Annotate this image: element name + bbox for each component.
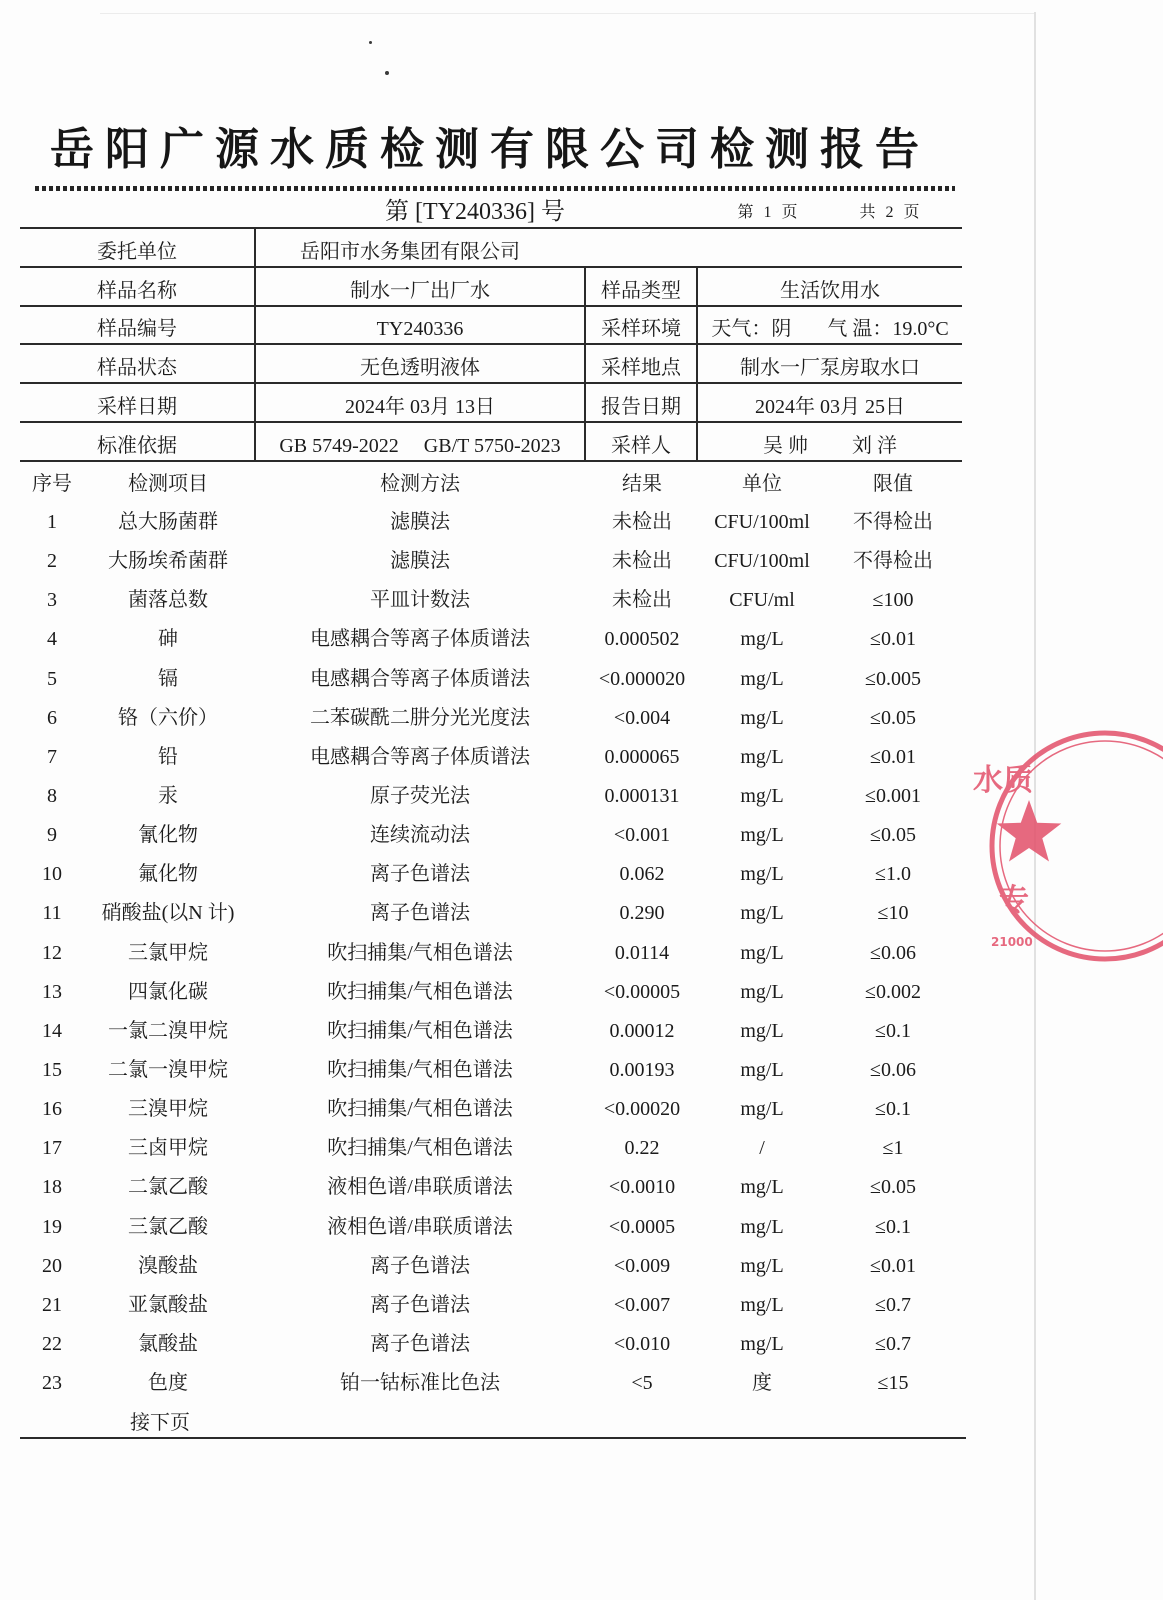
test-unit: mg/L: [740, 785, 784, 807]
test-unit: mg/L: [740, 1176, 784, 1199]
sampler-value: [698, 433, 962, 459]
sampler-name: 吴 帅: [763, 435, 808, 457]
test-method: 吹扫捕集/气相色谱法: [327, 980, 513, 1003]
row-number: 10: [42, 863, 62, 886]
limit-value: ≤0.1: [875, 1215, 911, 1238]
test-method: 连续流动法: [370, 824, 470, 847]
test-method: 滤膜法: [390, 550, 450, 573]
test-item: 色度: [148, 1372, 188, 1395]
limit-value: ≤1.0: [875, 863, 911, 886]
info-table-line: [20, 305, 962, 307]
row-number: 22: [42, 1332, 62, 1355]
test-method: 吹扫捕集/气相色谱法: [327, 1098, 513, 1121]
result-row: [0, 509, 1163, 535]
report-date-label: 报告日期: [601, 396, 681, 418]
limit-value: ≤1: [882, 1137, 904, 1160]
test-method: 铂一钴标准比色法: [340, 1372, 500, 1395]
test-unit: mg/L: [740, 1019, 784, 1042]
test-method: 原子荧光法: [370, 785, 470, 807]
test-unit: mg/L: [740, 628, 784, 651]
row-number: 14: [42, 1019, 62, 1042]
test-unit: mg/L: [740, 941, 784, 964]
header-no: 序号: [32, 473, 72, 495]
test-method: 离子色谱法: [370, 863, 470, 886]
client-label: 委托单位: [97, 241, 177, 263]
test-method: 吹扫捕集/气相色谱法: [327, 1059, 513, 1081]
test-item: 菌落总数: [128, 589, 208, 612]
limit-value: ≤0.005: [865, 667, 921, 690]
test-unit: CFU/100ml: [714, 550, 810, 573]
result-row: [0, 1096, 1163, 1122]
limit-value: ≤0.002: [865, 980, 921, 1003]
test-unit: mg/L: [740, 706, 784, 729]
scan-speck: [369, 41, 372, 44]
result-row: [0, 1331, 1163, 1357]
limit-value: ≤0.01: [870, 628, 916, 651]
test-unit: mg/L: [740, 902, 784, 925]
test-item: 氰化物: [138, 824, 198, 847]
result-row: [0, 1292, 1163, 1318]
limit-value: ≤0.05: [870, 1176, 916, 1199]
limit-value: ≤15: [877, 1372, 909, 1395]
sampling-location-label: 采样地点: [601, 357, 681, 379]
test-item: 氯酸盐: [138, 1332, 198, 1355]
header-item: 检测项目: [128, 473, 208, 495]
test-item: 汞: [158, 785, 178, 807]
test-unit: CFU/100ml: [714, 511, 810, 533]
test-unit: mg/L: [740, 1215, 784, 1238]
test-result: <0.0005: [608, 1215, 676, 1238]
test-item: 一氯二溴甲烷: [108, 1019, 228, 1042]
test-result: 0.000131: [604, 785, 680, 807]
info-table-line: [20, 343, 962, 345]
test-item: 亚氯酸盐: [128, 1293, 208, 1316]
test-result: 0.00193: [609, 1059, 675, 1081]
row-number: 11: [42, 902, 62, 925]
limit-value: ≤0.7: [875, 1332, 911, 1355]
test-item: 三氯甲烷: [128, 941, 208, 964]
info-table-line: [20, 266, 962, 268]
test-item: 二氯一溴甲烷: [108, 1059, 228, 1081]
row-number: 16: [42, 1098, 62, 1121]
row-number: 18: [42, 1176, 62, 1199]
test-item: 大肠埃希菌群: [108, 550, 228, 573]
limit-value: ≤0.05: [870, 824, 916, 847]
test-item: 三氯乙酸: [128, 1215, 208, 1238]
header-unit: 单位: [742, 473, 782, 495]
test-unit: CFU/ml: [729, 589, 795, 612]
info-table-line: [20, 421, 962, 423]
test-item: 四氯化碳: [128, 980, 208, 1003]
test-unit: mg/L: [740, 667, 784, 690]
info-table-line: [20, 227, 962, 229]
row-number: 19: [42, 1215, 62, 1238]
test-method: 电感耦合等离子体质谱法: [310, 745, 530, 768]
row-number: 12: [42, 941, 62, 964]
row-number: 15: [42, 1059, 62, 1081]
sample-state-value: 无色透明液体: [360, 357, 480, 379]
test-method: 液相色谱/串联质谱法: [327, 1215, 513, 1238]
test-result: 0.22: [624, 1137, 660, 1160]
result-row: [0, 1174, 1163, 1200]
test-item: 溴酸盐: [138, 1254, 198, 1277]
seal-top-text: 水质: [973, 763, 1033, 798]
result-row: [0, 1253, 1163, 1279]
temperature-value: 气 温：19.0°C: [827, 318, 949, 340]
test-item: 砷: [158, 628, 178, 651]
result-row: [0, 1135, 1163, 1161]
scan-edge-top: [100, 13, 1034, 14]
result-row: [0, 548, 1163, 574]
test-result: <0.00020: [603, 1098, 681, 1121]
sample-type-label: 样品类型: [601, 280, 681, 302]
limit-value: ≤0.7: [875, 1293, 911, 1316]
standard-item: GB 5749-2022: [279, 435, 399, 457]
row-number: 17: [42, 1137, 62, 1160]
header-result: 结果: [622, 473, 662, 495]
sampling-date-value: 2024年 03月 13日: [345, 396, 495, 418]
seal-code-text: 21000: [991, 935, 1033, 949]
test-unit: mg/L: [740, 863, 784, 886]
scan-speck: [385, 71, 389, 75]
row-number: 7: [47, 745, 57, 768]
test-unit: /: [759, 1137, 765, 1160]
row-number: 21: [42, 1293, 62, 1316]
test-result: 0.000502: [604, 628, 680, 651]
test-result: 0.062: [619, 863, 665, 886]
result-row: [0, 1370, 1163, 1396]
sampler-label: 采样人: [611, 435, 671, 457]
result-row: [0, 979, 1163, 1005]
report-date-value: 2024年 03月 25日: [755, 396, 905, 418]
test-method: 吹扫捕集/气相色谱法: [327, 941, 513, 964]
test-method: 吹扫捕集/气相色谱法: [327, 1019, 513, 1042]
standard-label: 标准依据: [97, 435, 177, 457]
limit-value: ≤0.1: [875, 1098, 911, 1121]
limit-value: ≤0.06: [870, 941, 916, 964]
continued-next-page: 接下页: [130, 1412, 190, 1434]
test-unit: mg/L: [740, 1059, 784, 1081]
test-result: <0.010: [613, 1332, 671, 1355]
report-number: 第 [TY240336] 号: [385, 199, 565, 225]
test-method: 离子色谱法: [370, 1293, 470, 1316]
info-table-divider: [254, 227, 256, 462]
sample-name-value: 制水一厂出厂水: [350, 280, 490, 302]
test-result: 未检出: [612, 550, 672, 573]
limit-value: ≤0.06: [870, 1059, 916, 1081]
test-item: 镉: [158, 667, 178, 690]
test-method: 平皿计数法: [370, 589, 470, 612]
test-method: 电感耦合等离子体质谱法: [310, 667, 530, 690]
weather-value: 天气：阴: [711, 318, 792, 340]
test-unit: mg/L: [740, 1332, 784, 1355]
test-method: 液相色谱/串联质谱法: [327, 1176, 513, 1199]
test-result: <0.0010: [608, 1176, 676, 1199]
row-number: 13: [42, 980, 62, 1003]
test-item: 总大肠菌群: [118, 511, 218, 533]
page-current: 第 1 页: [737, 204, 801, 221]
test-item: 二氯乙酸: [128, 1176, 208, 1199]
test-result: <0.00005: [603, 980, 681, 1003]
limit-value: ≤10: [877, 902, 909, 925]
test-result: 0.00012: [609, 1019, 675, 1042]
row-number: 20: [42, 1254, 62, 1277]
row-number: 9: [47, 824, 57, 847]
result-row: [0, 666, 1163, 692]
test-result: <0.000020: [598, 667, 686, 690]
limit-value: ≤0.1: [875, 1019, 911, 1042]
test-result: 0.000065: [604, 745, 680, 768]
test-item: 三卤甲烷: [128, 1137, 208, 1160]
sample-state-label: 样品状态: [97, 357, 177, 379]
info-table-line: [20, 382, 962, 384]
sample-id-label: 样品编号: [97, 318, 177, 340]
test-unit: mg/L: [740, 824, 784, 847]
test-unit: mg/L: [740, 980, 784, 1003]
info-table-line: [20, 460, 962, 462]
results-header-row: [0, 471, 1163, 497]
test-method: 吹扫捕集/气相色谱法: [327, 1137, 513, 1160]
client-value: 岳阳市水务集团有限公司: [300, 241, 520, 263]
test-method: 离子色谱法: [370, 902, 470, 925]
test-result: <0.009: [613, 1254, 671, 1277]
limit-value: 不得检出: [853, 511, 933, 533]
test-unit: 度: [752, 1372, 772, 1395]
sample-type-value: 生活饮用水: [780, 280, 880, 302]
sampling-location-value: 制水一厂泵房取水口: [740, 357, 920, 379]
limit-value: ≤0.05: [870, 706, 916, 729]
sample-id-value: TY240336: [376, 318, 464, 340]
test-result: <5: [631, 1372, 653, 1395]
bottom-rule: [20, 1437, 966, 1439]
test-result: <0.001: [613, 824, 671, 847]
row-number: 3: [47, 589, 57, 612]
result-row: [0, 587, 1163, 613]
test-method: 电感耦合等离子体质谱法: [310, 628, 530, 651]
test-method: 离子色谱法: [370, 1332, 470, 1355]
header-method: 检测方法: [380, 473, 460, 495]
test-result: 0.290: [619, 902, 665, 925]
row-number: 8: [47, 785, 57, 807]
page-total: 共 2 页: [859, 204, 923, 221]
test-result: 未检出: [612, 589, 672, 612]
test-item: 铅: [158, 745, 178, 768]
limit-value: ≤0.001: [865, 785, 921, 807]
header-limit: 限值: [873, 473, 913, 495]
test-unit: mg/L: [740, 1293, 784, 1316]
result-row: [0, 705, 1163, 731]
sampler-name: 刘 洋: [852, 435, 897, 457]
result-row: [0, 1214, 1163, 1240]
result-row: [0, 626, 1163, 652]
row-number: 2: [47, 550, 57, 573]
test-result: 0.0114: [614, 941, 670, 964]
test-result: 未检出: [612, 511, 672, 533]
row-number: 5: [47, 667, 57, 690]
test-method: 二苯碳酰二肼分光光度法: [310, 706, 530, 729]
sampling-date-label: 采样日期: [97, 396, 177, 418]
row-number: 6: [47, 706, 57, 729]
test-unit: mg/L: [740, 745, 784, 768]
test-item: 氟化物: [138, 863, 198, 886]
test-method: 滤膜法: [390, 511, 450, 533]
test-unit: mg/L: [740, 1254, 784, 1277]
seal-middle-text: 专: [999, 883, 1029, 918]
report-title: 岳阳广源水质检测有限公司检测报告: [50, 124, 930, 175]
sample-name-label: 样品名称: [97, 280, 177, 302]
limit-value: ≤100: [872, 589, 914, 612]
result-row: [0, 1057, 1163, 1083]
test-item: 硝酸盐(以N 计): [101, 902, 235, 925]
standard-item: GB/T 5750-2023: [423, 435, 561, 457]
test-item: 三溴甲烷: [128, 1098, 208, 1121]
sampling-env-value: [698, 316, 962, 342]
title-dotted-rule: [35, 186, 955, 191]
official-seal: [973, 730, 1036, 962]
test-result: <0.007: [613, 1293, 671, 1316]
row-number: 4: [47, 628, 57, 651]
test-unit: mg/L: [740, 1098, 784, 1121]
limit-value: 不得检出: [853, 550, 933, 573]
row-number: 1: [47, 511, 57, 533]
result-row: [0, 1018, 1163, 1044]
limit-value: ≤0.01: [870, 745, 916, 768]
standard-value: [256, 433, 584, 459]
sampling-env-label: 采样环境: [601, 318, 681, 340]
row-number: 23: [42, 1372, 62, 1395]
test-item: 铬（六价）: [118, 706, 218, 729]
test-result: <0.004: [613, 706, 671, 729]
test-method: 离子色谱法: [370, 1254, 470, 1277]
limit-value: ≤0.01: [870, 1254, 916, 1277]
